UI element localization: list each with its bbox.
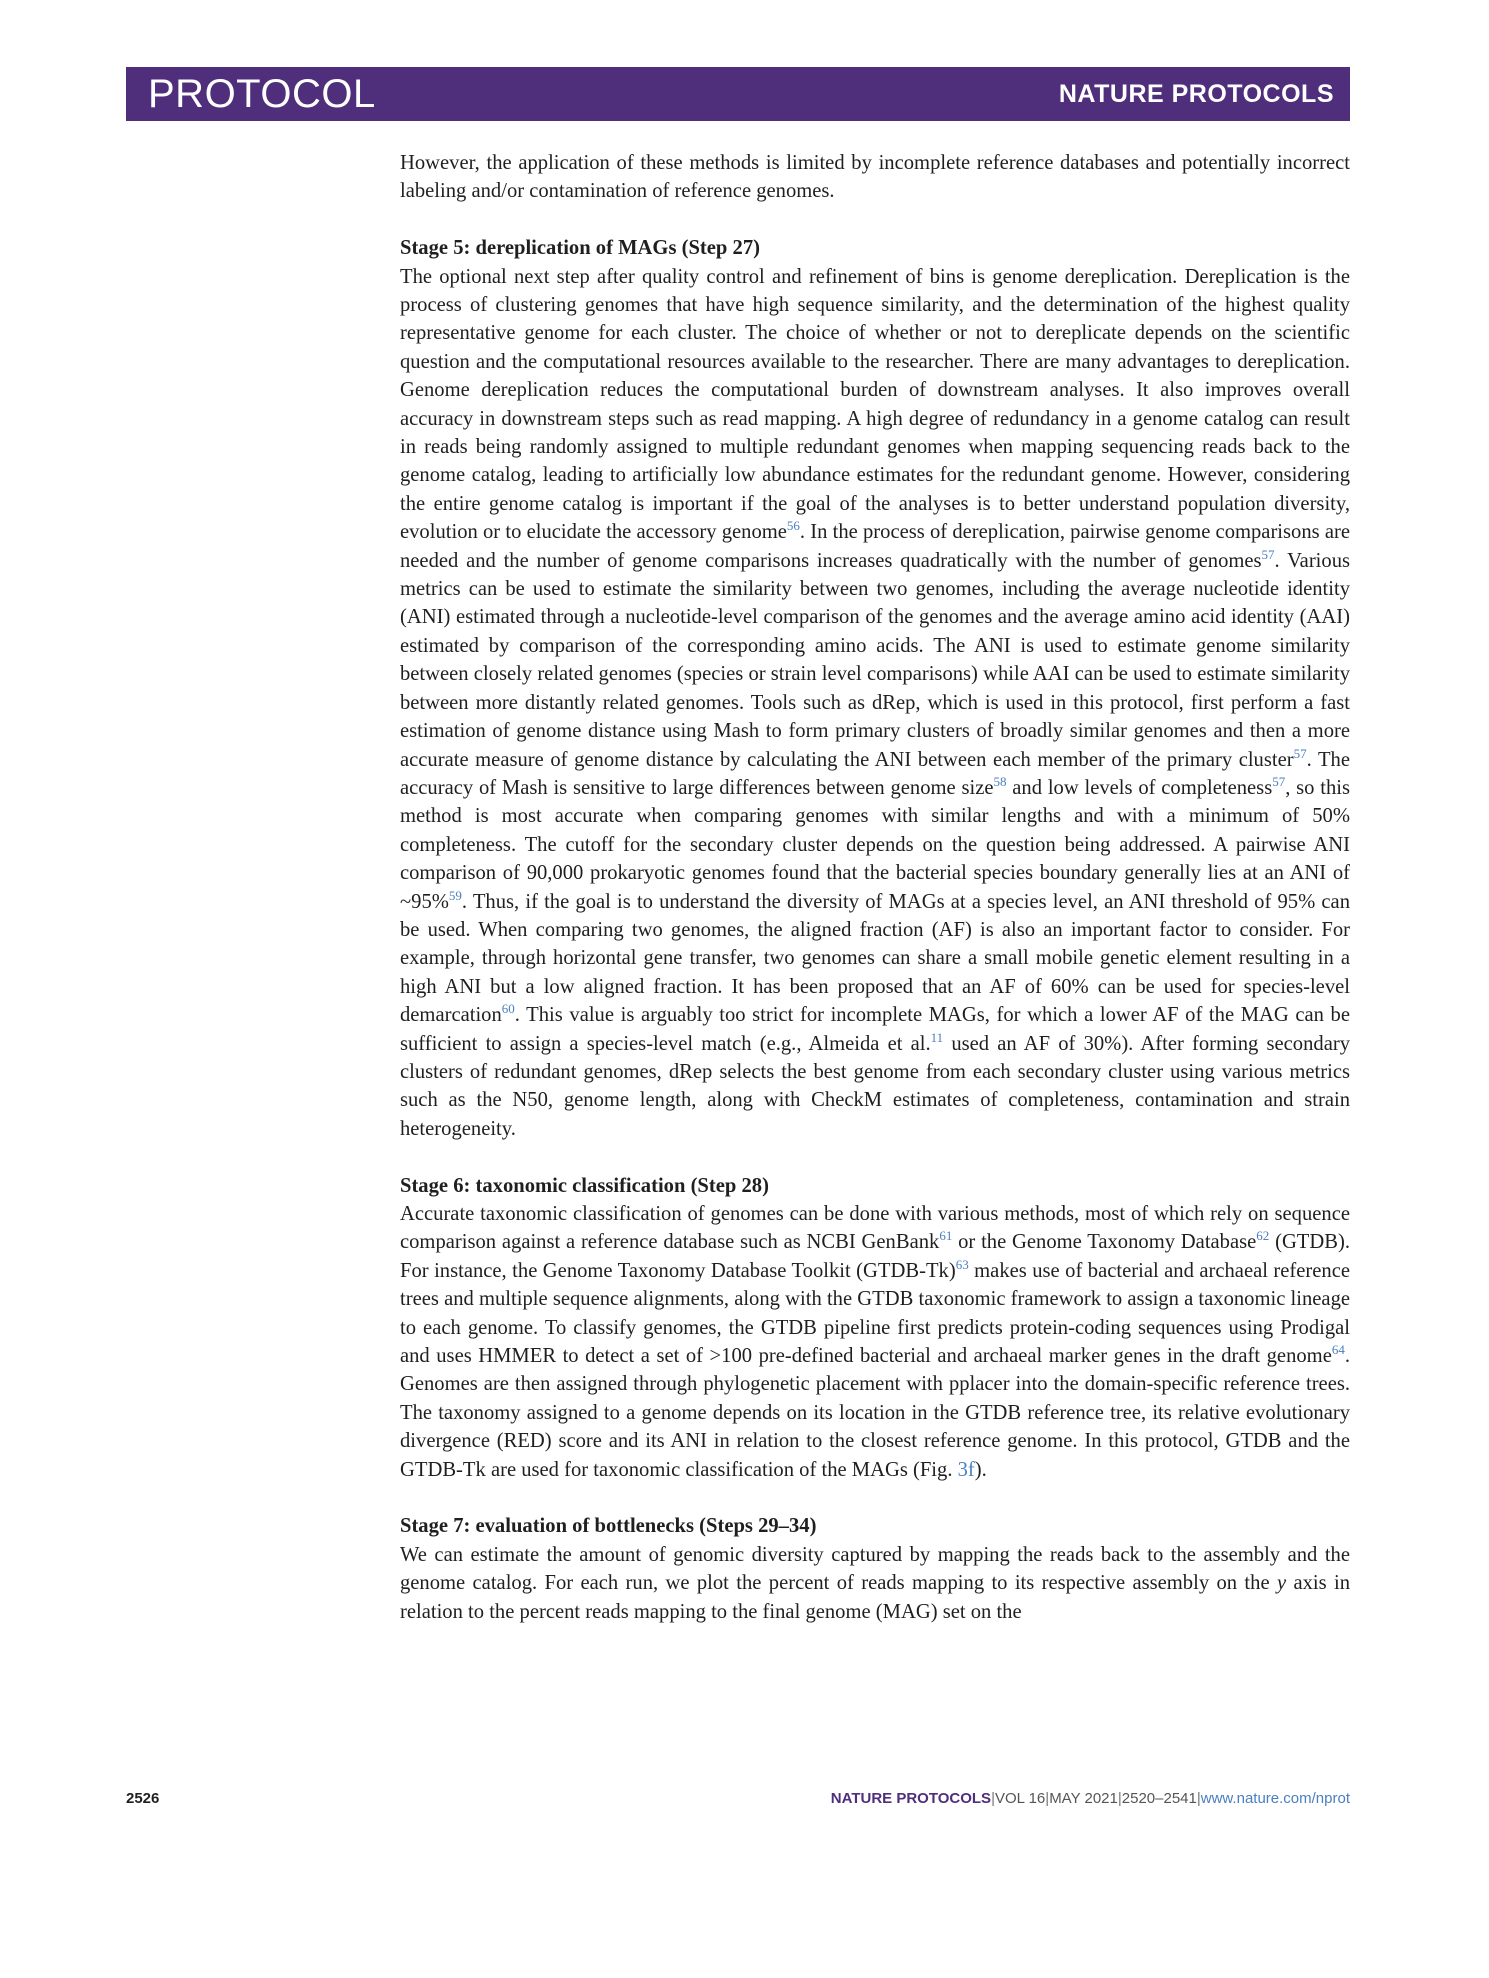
separator: | <box>1117 1790 1122 1807</box>
reference-link[interactable]: 62 <box>1256 1228 1270 1244</box>
stage5-heading: Stage 5: dereplication of MAGs (Step 27) <box>400 237 760 260</box>
separator: | <box>991 1790 995 1807</box>
reference-link[interactable]: 60 <box>501 1001 515 1017</box>
footer-pages: 2520–2541 <box>1121 1790 1197 1807</box>
journal-name: NATURE PROTOCOLS <box>1058 79 1334 108</box>
stage7-paragraph: We can estimate the amount of genomic diversity captured by mapping the reads back to the assembly and the genome catalog. For each run, we plot the percent of reads mapping to its respective assembly on the y axis in relation to the percent reads mapping to the final genome (MAG) set on the <box>400 1543 1350 1623</box>
footer-journal: NATURE PROTOCOLS <box>830 1790 992 1807</box>
page-number: 2526 <box>126 1790 160 1807</box>
footer-date: MAY 2021 <box>1049 1790 1118 1807</box>
stage6-paragraph: Accurate taxonomic classification of genomes can be done with various methods, most of which rely on sequence comparison against a reference database such as NCBI GenBank$^{61}$ or the Genome Taxonomy Database$^{62}$ (GTDB). For instance, the Genome Taxonomy Database Toolkit (GTDB-Tk)$^{63}$ makes use of bacterial and archaeal reference trees and multiple sequence alignments, along with the GTDB taxonomic framework to assign a taxonomic lineage to each genome. To classify genomes, the GTDB pipeline first predicts protein-coding sequences using Prodigal and uses HMMER to detect a set of >100 pre-defined bacterial and archaeal marker genes in the draft genome$^{64}$. Genomes are then assigned through phylogenetic placement with pplacer into the domain-specific reference trees. The taxonomy assigned to a genome depends on its location in the GTDB reference tree, its relative evolutionary divergence (RED) score and its ANI in relation to the closest reference genome. In this protocol, GTDB and the GTDB-Tk are used for taxonomic classification of the MAGs (Fig. 3f). <box>400 1203 1351 1481</box>
footer-url-link[interactable]: www.nature.com/nprot <box>1200 1790 1350 1807</box>
reference-link[interactable]: 61 <box>939 1228 953 1244</box>
reference-link[interactable]: 57 <box>1293 745 1307 761</box>
footer-volume: VOL 16 <box>994 1790 1046 1807</box>
reference-link[interactable]: 59 <box>448 887 462 903</box>
section-label: PROTOCOL <box>148 71 376 116</box>
stage7-heading: Stage 7: evaluation of bottlenecks (Steps 29–34) <box>400 1515 817 1538</box>
stage5-paragraph: The optional next step after quality control and refinement of bins is genome dereplication. Dereplication is the process of clustering genomes that have high sequence similarity, and the determination of the highest quality representative genome for each cluster. The choice of whether or not to dereplicate depends on the scientific question and the computational resources available to the researcher. There are many advantages to dereplication. Genome dereplication reduces the computational burden of downstream analyses. It also improves overall accuracy in downstream steps such as read mapping. A high degree of redundancy in a genome catalog can result in reads being randomly assigned to multiple redundant genomes when mapping sequencing reads back to the genome catalog, leading to artificially low abundance estimates for the redundant genome. However, considering the entire genome catalog is important if the goal of the analyses is to better understand population diversity, evolution or to elucidate the accessory genome$^{56}$. In the process of dereplication, pairwise genome comparisons are needed and the number of genome comparisons increases quadratically with the number of genomes$^{57}$. Various metrics can be used to estimate the similarity between two genomes, including the average nucleotide identity (ANI) estimated through a nucleotide-level comparison of the genomes and the average amino acid identity (AAI) estimated by comparison of the corresponding amino acids. The ANI is used to estimate genome similarity between closely related genomes (species or strain level comparisons) while AAI can be used to estimate similarity between more distantly related genomes. Tools such as dRep, which is used in this protocol, first perform a fast estimation of genome distance using Mash to form primary clusters of broadly similar genomes and then a more accurate measure of genome distance by calculating the ANI between each member of the primary cluster$^{57}$. The accuracy of Mash is sensitive to large differences between genome size$^{58}$ and low levels of completeness$^{57}$, so this method is most accurate when comparing genomes with similar lengths and with a minimum of 50% completeness. The cutoff for the secondary cluster depends on the question being addressed. A pairwise ANI comparison of 90,000 prokaryotic genomes found that the bacterial species boundary generally lies at an ANI of ~95%$^{59}$. Thus, if the goal is to understand the diversity of MAGs at a species level, an ANI threshold of 95% can be used. When comparing two genomes, the aligned fraction (AF) is also an important factor to consider. For example, through horizontal gene transfer, two genomes can share a small mobile genetic element resulting in a high ANI but a low aligned fraction. It has been proposed that an AF of 60% can be used for species-level demarcation$^{60}$. This value is arguably too strict for incomplete MAGs, for which a lower AF of the MAG can be sufficient to assign a species-level match (e.g., Almeida et al.$^{11}$ used an AF of 30%). After forming secondary clusters of redundant genomes, dRep selects the best genome from each secondary cluster using various metrics such as the N50, genome length, along with CheckM estimates of completeness, contamination and strain heterogeneity. <box>400 265 1351 1140</box>
intro-paragraph: However, the application of these methods is limited by incomplete reference databases and potentially incorrect labeling and/or contamination of reference genomes. <box>400 152 1350 203</box>
article-body <box>400 149 1350 1626</box>
reference-link[interactable]: 64 <box>1331 1342 1345 1358</box>
reference-link[interactable]: 57 <box>1272 774 1286 790</box>
separator: | <box>1196 1790 1201 1807</box>
figure-link[interactable]: 3f <box>957 1458 975 1481</box>
stage6-heading: Stage 6: taxonomic classification (Step 28) <box>400 1174 769 1197</box>
reference-link[interactable]: 56 <box>786 518 800 534</box>
reference-link[interactable]: 63 <box>955 1256 969 1272</box>
reference-link[interactable]: 58 <box>993 774 1007 790</box>
reference-link[interactable]: 11 <box>930 1029 944 1045</box>
header-banner <box>126 67 1350 121</box>
footer-citation <box>831 1790 1350 1807</box>
axis-label: y <box>1276 1572 1287 1595</box>
separator: | <box>1045 1790 1050 1807</box>
page-footer <box>126 1790 1350 1814</box>
reference-link[interactable]: 57 <box>1261 546 1275 562</box>
